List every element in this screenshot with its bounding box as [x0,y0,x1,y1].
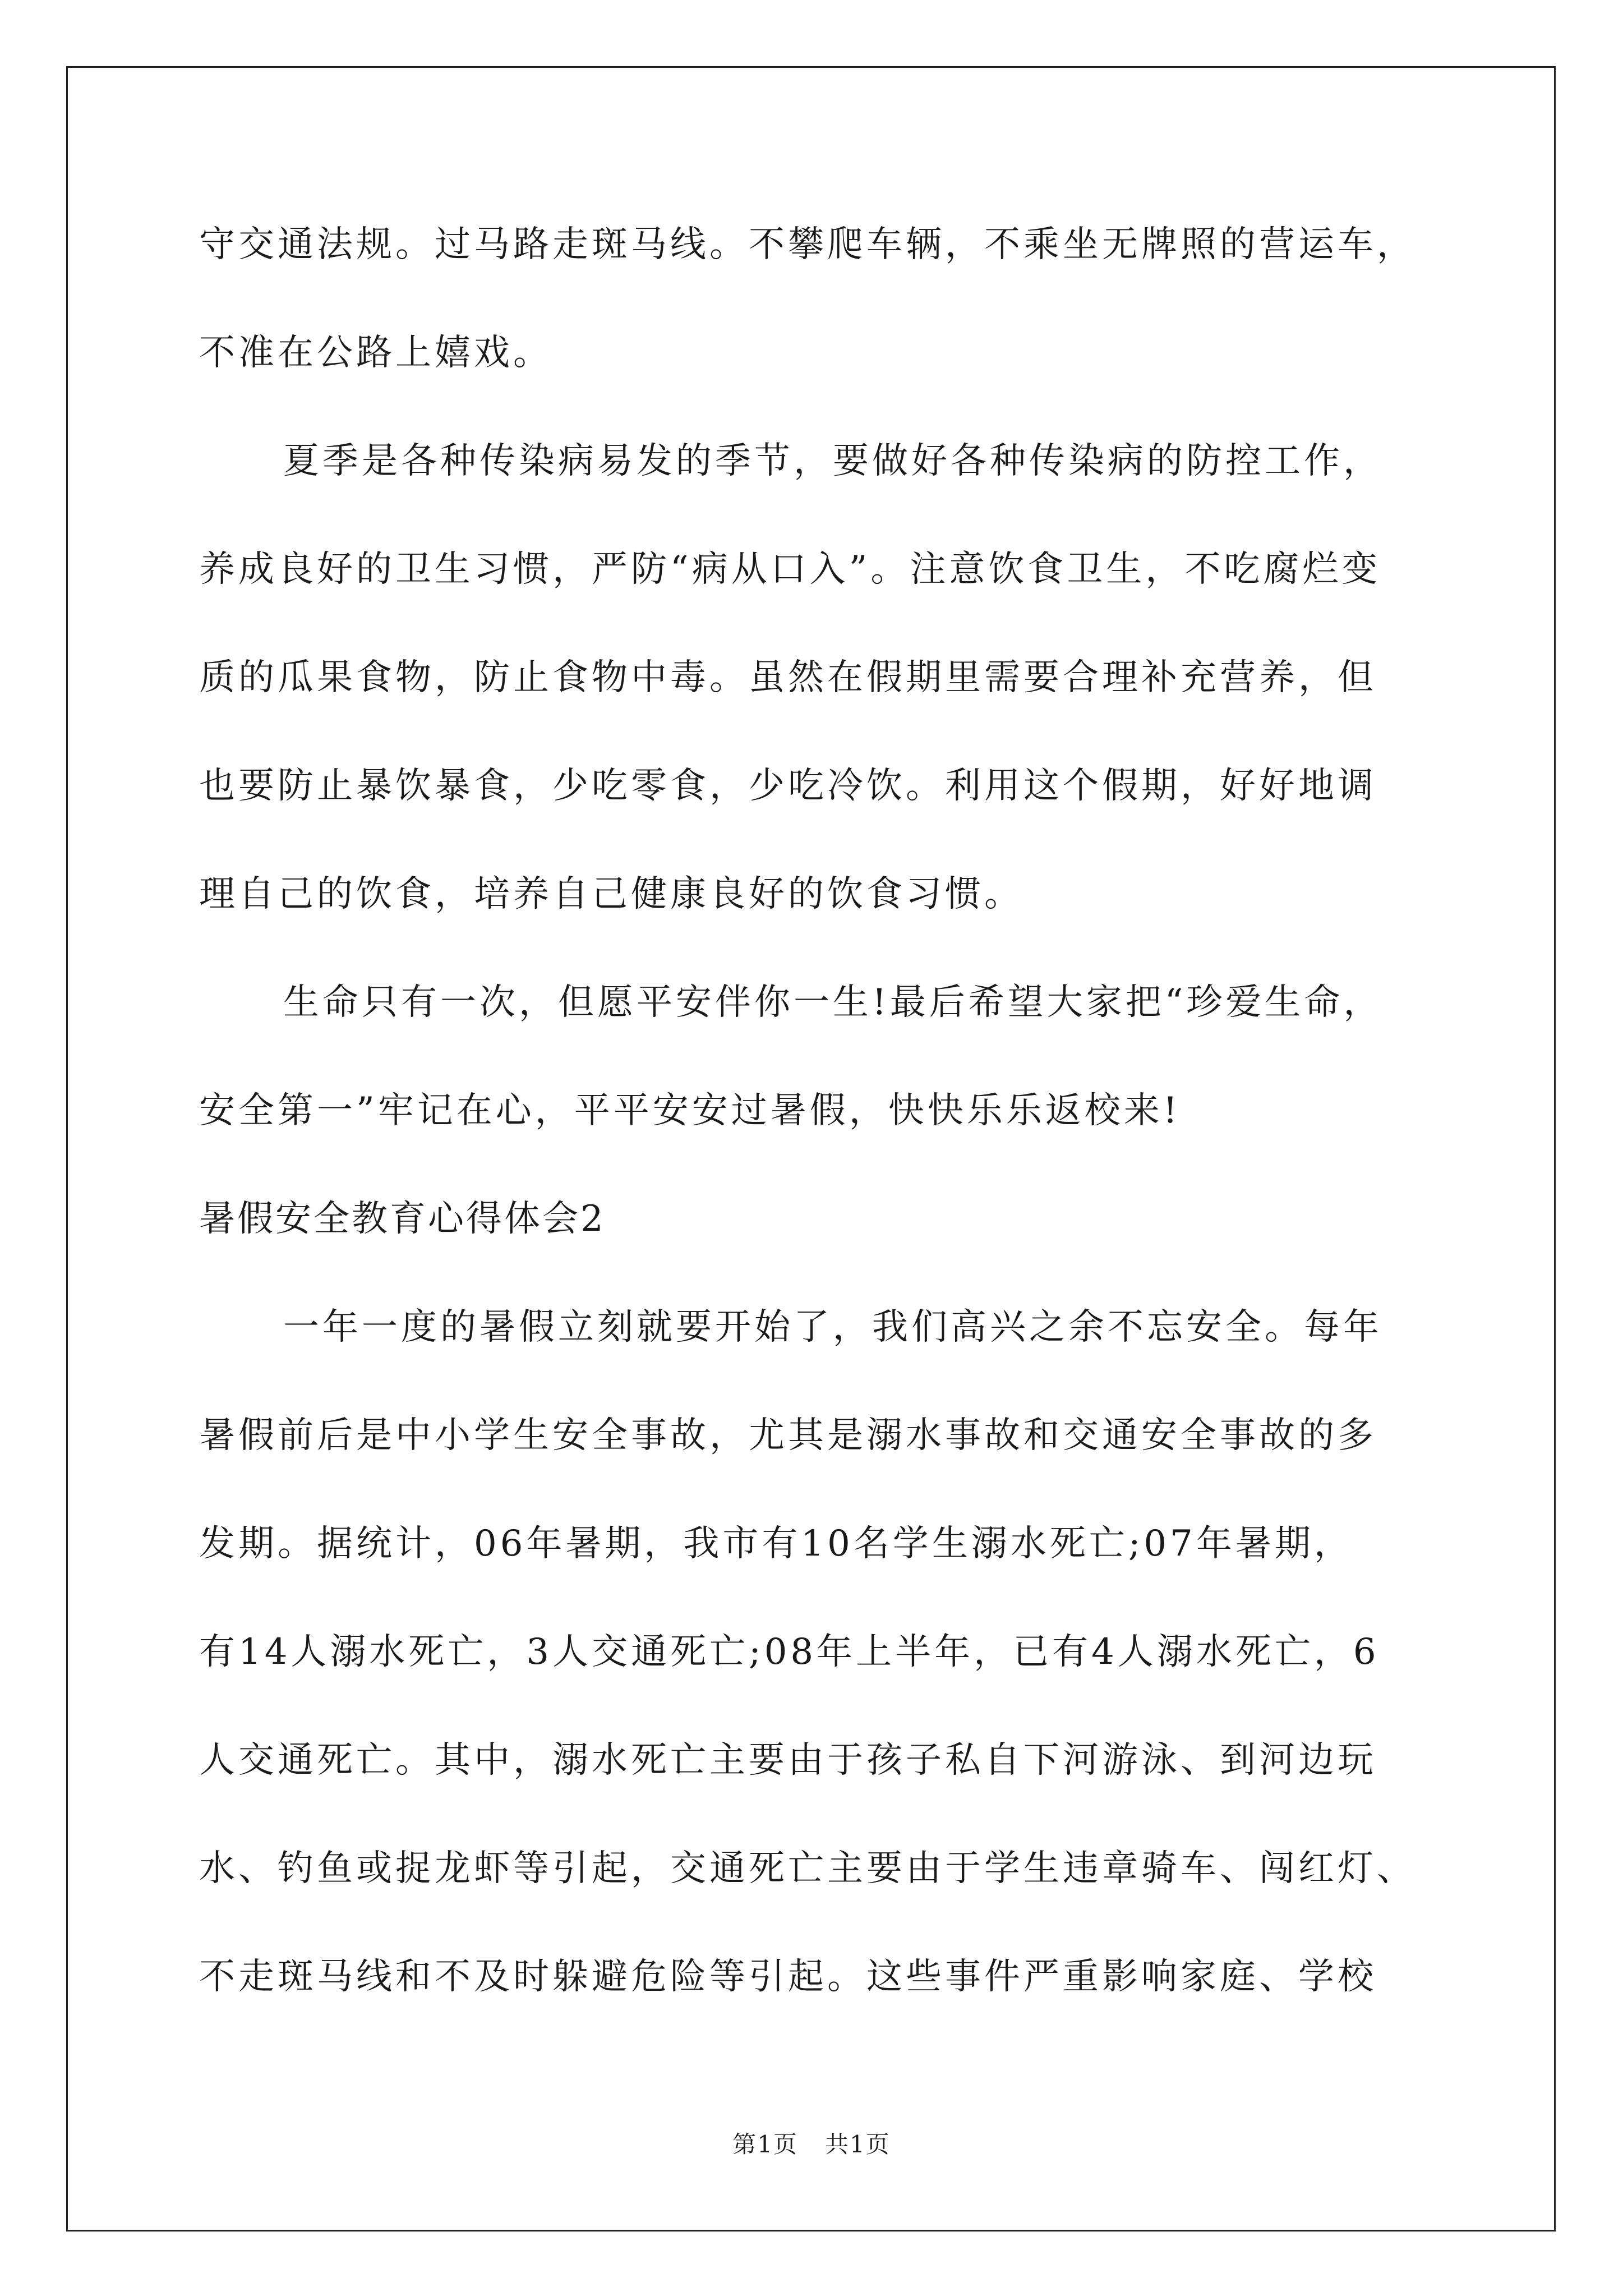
paragraph-first-line: 夏季是各种传染病易发的季节，要做好各种传染病的防控工作， [283,440,1382,482]
text-line: 质的瓜果食物，防止食物中毒。虽然在假期里需要合理补充营养，但 [199,657,1377,698]
paragraph-first-line: 生命只有一次，但愿平安伴你一生!最后希望大家把“珍爱生命， [283,982,1383,1023]
document-body [199,191,1433,2031]
text-line: 不走斑马线和不及时躲避危险等引起。这些事件严重影响家庭、学校 [199,1956,1377,1998]
page-footer [0,2126,1623,2160]
text-line: 不准在公路上嬉戏。 [199,332,552,374]
section-heading: 暑假安全教育心得体会2 [199,1198,606,1240]
text-line: 也要防止暴饮暴食，少吃零食，少吃冷饮。利用这个假期，好好地调 [199,765,1377,807]
paragraph-first-line: 一年一度的暑假立刻就要开始了，我们高兴之余不忘安全。每年 [283,1306,1382,1348]
text-line: 守交通法规。过马路走斑马线。不攀爬车辆，不乘坐无牌照的营运车， [199,224,1416,265]
text-line: 发期。据统计，06年暑期，我市有10名学生溺水死亡;07年暑期， [199,1523,1353,1565]
text-line: 安全第一”牢记在心，平平安安过暑假，快快乐乐返校来! [199,1090,1181,1131]
text-line: 养成良好的卫生习惯，严防“病从口入”。注意饮食卫生，不吃腐烂变 [199,549,1381,590]
text-line: 有14人溺水死亡，3人交通死亡;08年上半年，已有4人溺水死亡，6 [199,1631,1380,1673]
page-total: 共1页 [825,2131,891,2158]
text-line: 暑假前后是中小学生安全事故，尤其是溺水事故和交通安全事故的多 [199,1415,1377,1456]
text-line: 理自己的饮食，培养自己健康良好的饮食习惯。 [199,873,1023,915]
text-line: 水、钓鱼或捉龙虾等引起，交通死亡主要由于学生违章骑车、闯红灯、 [199,1848,1416,1889]
page-number: 第1页 [732,2131,798,2158]
text-line: 人交通死亡。其中，溺水死亡主要由于孩子私自下河游泳、到河边玩 [199,1740,1377,1781]
